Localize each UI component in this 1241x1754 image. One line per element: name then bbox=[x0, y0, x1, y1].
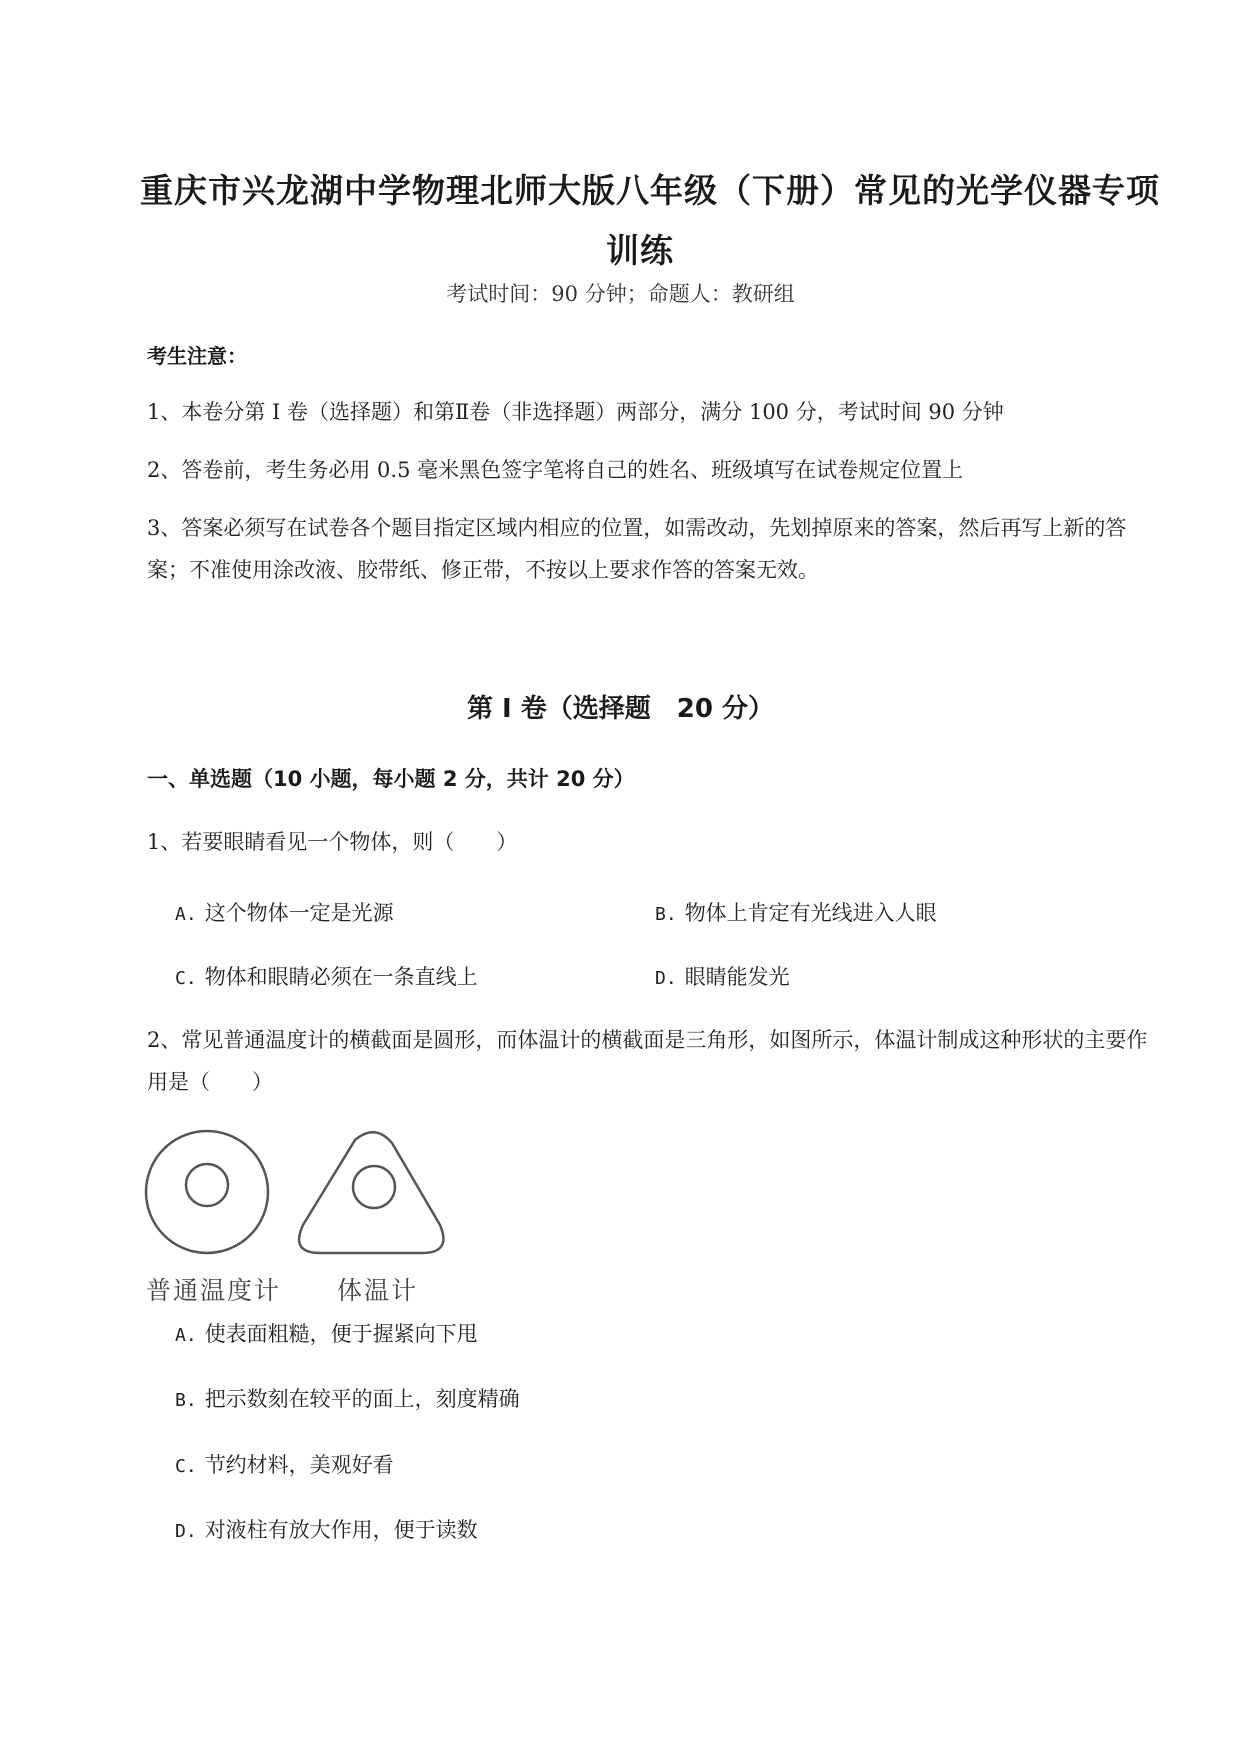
q2-option-b[interactable] bbox=[175, 1383, 520, 1413]
q1-option-d[interactable] bbox=[655, 961, 790, 991]
triangle-thermometer-outer bbox=[299, 1132, 443, 1253]
question-2-stem: 2、常见普通温度计的横截面是圆形，而体温计的横截面是三角形，如图所示，体温计制成这种形状的主要作用是（ ） bbox=[147, 1028, 1148, 1094]
notice-item-1: 1、本卷分第 I 卷（选择题）和第Ⅱ卷（非选择题）两部分，满分 100 分，考试时间 90 分钟 bbox=[147, 400, 1004, 424]
section-title: 第 I 卷（选择题 20 分） bbox=[466, 694, 774, 724]
option-label: C. bbox=[175, 1456, 197, 1477]
q2-option-a[interactable] bbox=[175, 1318, 478, 1348]
thermometer-diagram bbox=[140, 1125, 460, 1265]
question-1-stem: 1、若要眼睛看见一个物体，则（ ） bbox=[147, 830, 518, 854]
q1-option-b[interactable] bbox=[655, 897, 937, 927]
option-text: 物体上肯定有光线进入人眼 bbox=[684, 901, 937, 925]
option-text: 眼睛能发光 bbox=[684, 965, 790, 989]
option-label: D. bbox=[175, 1521, 197, 1542]
option-text: 节约材料，美观好看 bbox=[204, 1453, 394, 1477]
option-text: 这个物体一定是光源 bbox=[204, 901, 394, 925]
option-text: 物体和眼睛必须在一条直线上 bbox=[204, 965, 478, 989]
notice-item-2: 2、答卷前，考生务必用 0.5 毫米黑色签字笔将自己的姓名、班级填写在试卷规定位置上 bbox=[147, 458, 964, 482]
q2-option-d[interactable] bbox=[175, 1514, 478, 1544]
notice-item-3: 3、答案必须写在试卷各个题目指定区域内相应的位置，如需改动，先划掉原来的答案，然后再写上新的答案；不准使用涂改液、胶带纸、修正带，不按以上要求作答的答案无效。 bbox=[147, 516, 1127, 582]
figure-label-clinical: 体温计 bbox=[337, 1276, 419, 1305]
q1-option-a[interactable] bbox=[175, 897, 394, 927]
option-label: B. bbox=[655, 904, 677, 925]
exam-info: 考试时间：90 分钟；命题人：教研组 bbox=[446, 282, 795, 306]
thermometer-cross-section-figure bbox=[140, 1125, 460, 1310]
option-label: A. bbox=[175, 904, 197, 925]
figure-label-ordinary: 普通温度计 bbox=[146, 1276, 282, 1305]
option-label: B. bbox=[175, 1390, 197, 1411]
triangle-thermometer-bore bbox=[353, 1166, 395, 1208]
option-text: 使表面粗糙，便于握紧向下甩 bbox=[204, 1322, 478, 1346]
option-label: D. bbox=[655, 968, 677, 989]
round-thermometer-outer bbox=[146, 1131, 268, 1253]
option-label: C. bbox=[175, 968, 197, 989]
option-text: 把示数刻在较平的面上，刻度精确 bbox=[204, 1387, 520, 1411]
page-title-line1: 重庆市兴龙湖中学物理北师大版八年级（下册）常见的光学仪器专项 bbox=[140, 171, 1160, 210]
part-title: 一、单选题（10 小题，每小题 2 分，共计 20 分） bbox=[147, 767, 635, 791]
round-thermometer-bore bbox=[186, 1164, 228, 1206]
page-title-line2: 训练 bbox=[606, 231, 674, 270]
q1-option-c[interactable] bbox=[175, 961, 478, 991]
option-text: 对液柱有放大作用，便于读数 bbox=[204, 1518, 478, 1542]
notice-heading: 考生注意： bbox=[147, 344, 247, 368]
option-label: A. bbox=[175, 1325, 197, 1346]
q2-option-c[interactable] bbox=[175, 1449, 394, 1479]
